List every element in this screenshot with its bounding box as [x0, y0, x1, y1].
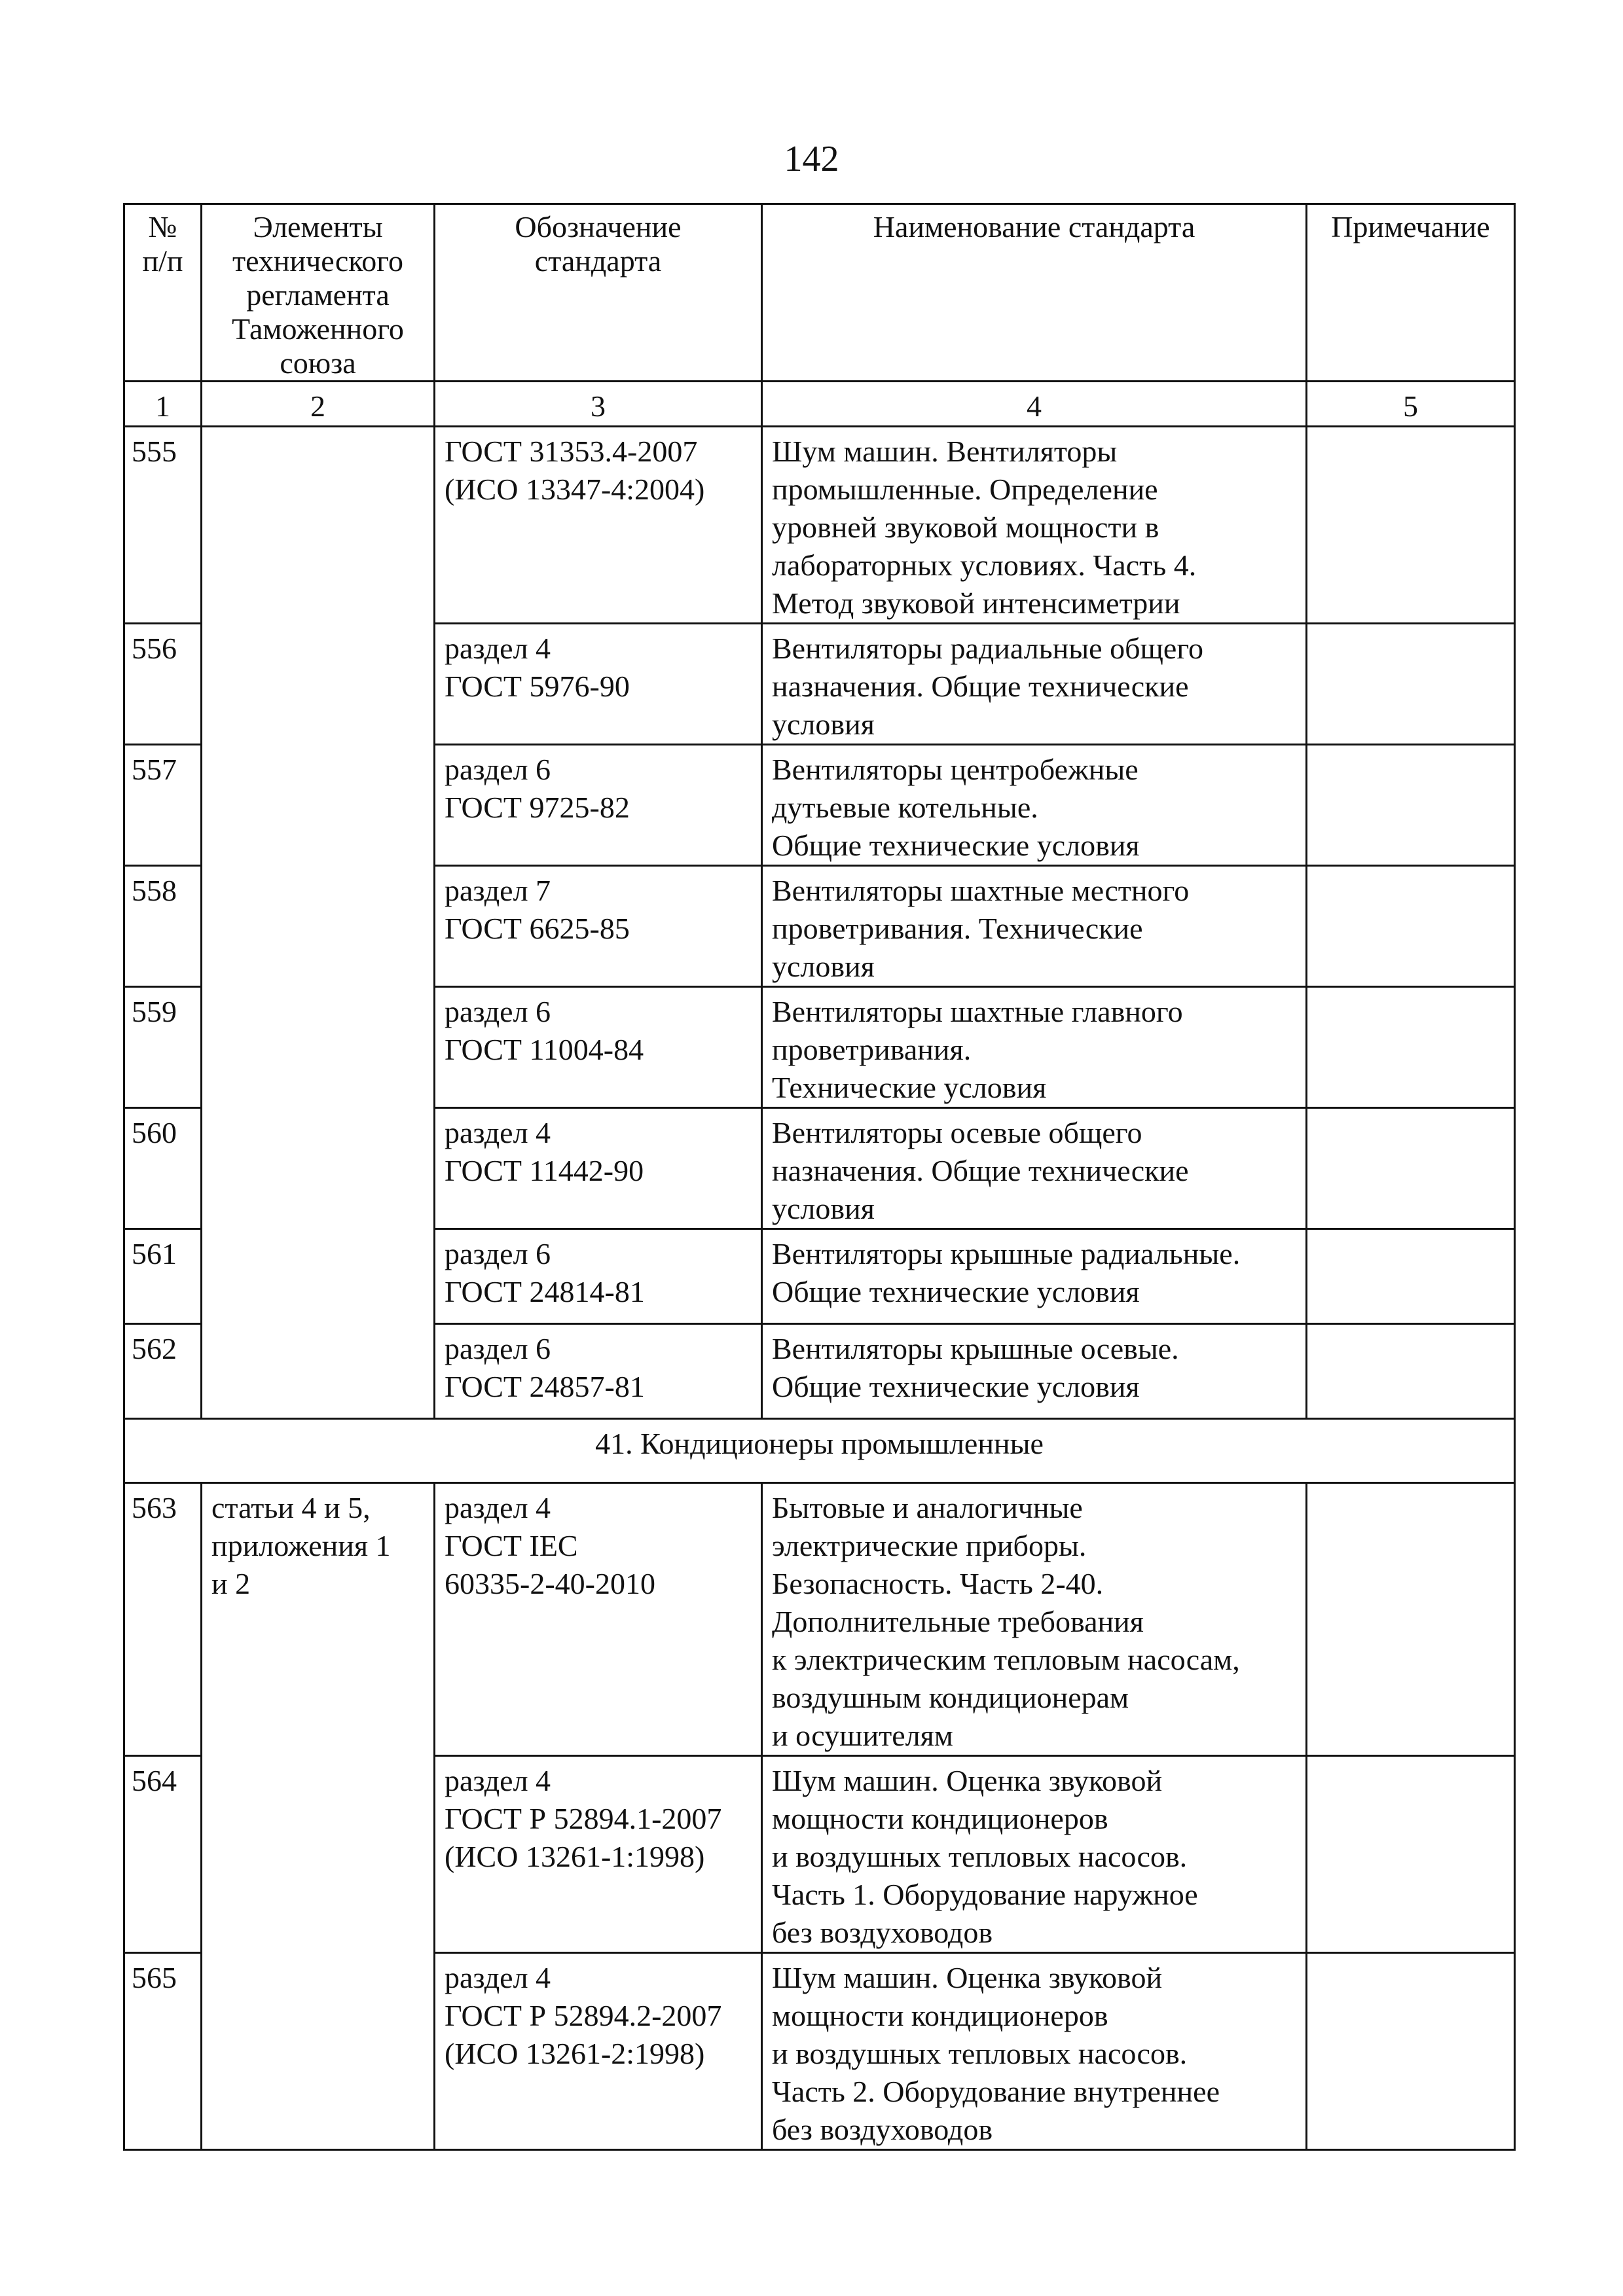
standard-name-cell: Шум машин. Оценка звуковой мощности кондиционеров и воздушных тепловых насосов. Часть 1. Оборудование наружное без воздуховодов	[762, 1756, 1307, 1953]
standard-name-cell: Вентиляторы крышные осевые. Общие технические условия	[762, 1324, 1307, 1419]
standards-table	[123, 203, 1516, 2151]
column-number-row	[124, 382, 1515, 427]
designation-cell: раздел 4 ГОСТ Р 52894.1-2007 (ИСО 13261-1:1998)	[435, 1756, 762, 1953]
designation-cell: раздел 4 ГОСТ 5976-90	[435, 624, 762, 745]
section-title: 41. Кондиционеры промышленные	[124, 1419, 1515, 1483]
standard-name-cell: Вентиляторы осевые общего назначения. Общие технические условия	[762, 1108, 1307, 1229]
standard-name-cell: Бытовые и аналогичные электрические приборы. Безопасность. Часть 2-40. Дополнительные требования к электрическим тепловым насосам, воздушным кондиционерам и осушителям	[762, 1483, 1307, 1756]
designation-cell: раздел 6 ГОСТ 24814-81	[435, 1229, 762, 1324]
row-number: 561	[124, 1229, 202, 1324]
row-number: 560	[124, 1108, 202, 1229]
standard-name-cell: Вентиляторы шахтные главного проветривания. Технические условия	[762, 987, 1307, 1108]
row-number: 556	[124, 624, 202, 745]
note-cell	[1307, 1324, 1515, 1419]
standard-name-cell: Вентиляторы шахтные местного проветривания. Технические условия	[762, 866, 1307, 987]
column-number: 2	[202, 382, 435, 427]
note-cell	[1307, 427, 1515, 624]
designation-cell: раздел 6 ГОСТ 9725-82	[435, 745, 762, 866]
note-cell	[1307, 987, 1515, 1108]
standard-name-cell: Вентиляторы центробежные дутьевые котельные. Общие технические условия	[762, 745, 1307, 866]
row-number: 559	[124, 987, 202, 1108]
table-row	[124, 1483, 1515, 1756]
designation-cell: раздел 7 ГОСТ 6625-85	[435, 866, 762, 987]
note-cell	[1307, 1229, 1515, 1324]
designation-cell: раздел 4 ГОСТ 11442-90	[435, 1108, 762, 1229]
column-number: 5	[1307, 382, 1515, 427]
elements-cell: статьи 4 и 5, приложения 1 и 2	[202, 1483, 435, 2150]
row-number: 563	[124, 1483, 202, 1756]
designation-cell: раздел 4 ГОСТ Р 52894.2-2007 (ИСО 13261-2:1998)	[435, 1953, 762, 2150]
page-number: 142	[784, 139, 839, 179]
standard-name-cell: Вентиляторы крышные радиальные. Общие технические условия	[762, 1229, 1307, 1324]
row-number: 564	[124, 1756, 202, 1953]
header-designation: Обозначение стандарта	[435, 204, 762, 382]
table-row	[124, 427, 1515, 624]
standard-name-cell: Шум машин. Вентиляторы промышленные. Определение уровней звуковой мощности в лабораторных условиях. Часть 4. Метод звуковой интенсиметрии	[762, 427, 1307, 624]
note-cell	[1307, 745, 1515, 866]
designation-cell: раздел 4 ГОСТ IEC 60335-2-40-2010	[435, 1483, 762, 1756]
standard-name-cell: Вентиляторы радиальные общего назначения. Общие технические условия	[762, 624, 1307, 745]
designation-cell: раздел 6 ГОСТ 11004-84	[435, 987, 762, 1108]
note-cell	[1307, 866, 1515, 987]
header-elements: Элементы технического регламента Таможенного союза	[202, 204, 435, 382]
designation-cell: раздел 6 ГОСТ 24857-81	[435, 1324, 762, 1419]
column-number: 1	[124, 382, 202, 427]
row-number: 558	[124, 866, 202, 987]
row-number: 555	[124, 427, 202, 624]
note-cell	[1307, 1108, 1515, 1229]
note-cell	[1307, 1483, 1515, 1756]
column-number: 3	[435, 382, 762, 427]
row-number: 562	[124, 1324, 202, 1419]
header-num: № п/п	[124, 204, 202, 382]
note-cell	[1307, 624, 1515, 745]
header-name: Наименование стандарта	[762, 204, 1307, 382]
row-number: 565	[124, 1953, 202, 2150]
section-row	[124, 1419, 1515, 1483]
row-number: 557	[124, 745, 202, 866]
designation-cell: ГОСТ 31353.4-2007 (ИСО 13347-4:2004)	[435, 427, 762, 624]
header-note: Примечание	[1307, 204, 1515, 382]
note-cell	[1307, 1953, 1515, 2150]
standard-name-cell: Шум машин. Оценка звуковой мощности кондиционеров и воздушных тепловых насосов. Часть 2. Оборудование внутреннее без воздуховодов	[762, 1953, 1307, 2150]
table-header-row	[124, 204, 1515, 382]
note-cell	[1307, 1756, 1515, 1953]
elements-cell	[202, 427, 435, 1419]
column-number: 4	[762, 382, 1307, 427]
